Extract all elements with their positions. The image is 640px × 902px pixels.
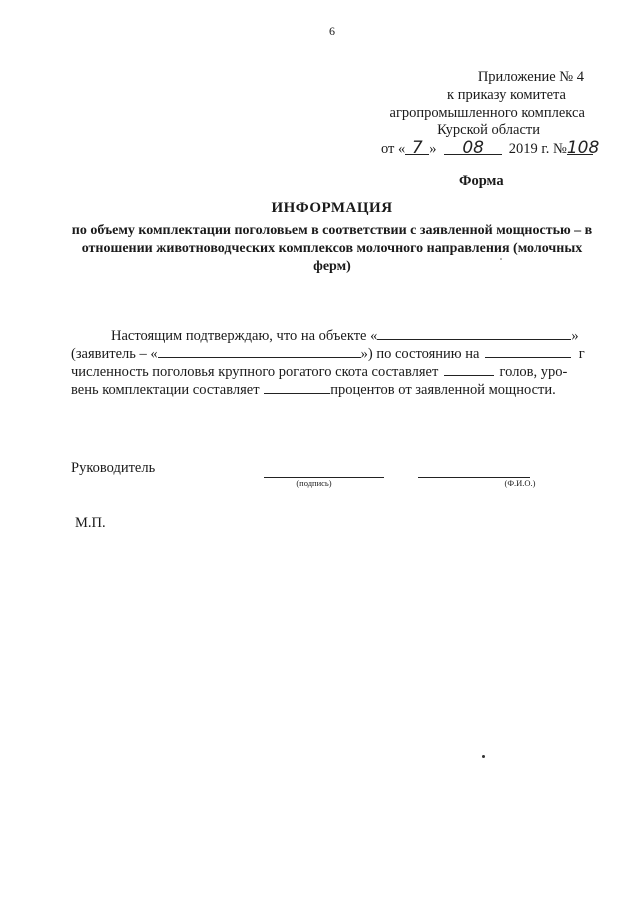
signature-label: Руководитель	[71, 460, 156, 476]
month-handwritten: 08	[462, 138, 484, 158]
body-line-2-end: г	[578, 346, 585, 362]
date-mid: »	[429, 141, 437, 157]
scan-speck	[500, 258, 502, 260]
body-line-3-end: голов, уро-	[499, 364, 568, 380]
document-title: ИНФОРМАЦИЯ	[271, 200, 393, 216]
state-date-blank[interactable]	[485, 343, 571, 358]
body-line-1	[71, 325, 601, 345]
form-label: Форма	[459, 173, 504, 189]
stamp-label: М.П.	[75, 515, 106, 531]
year-text: 2019 г. №	[508, 141, 567, 157]
order-date-line	[381, 138, 600, 158]
number-handwritten: 108	[566, 138, 600, 158]
scan-speck	[482, 755, 485, 758]
body-line-4-end: процентов от заявленной мощности.	[330, 382, 556, 398]
body-line-4-start: вень комплектации составляет	[71, 382, 260, 398]
body-line-1-start: Настоящим подтверждаю, что на объекте «	[111, 328, 378, 344]
percent-blank[interactable]	[264, 379, 330, 394]
appendix-line-4: Курской области	[437, 122, 540, 138]
day-field	[405, 138, 429, 158]
month-field	[444, 138, 502, 158]
body-line-4	[71, 379, 601, 399]
body-line-2	[71, 343, 601, 363]
document-subtitle: по объему комплектации поголовьем в соответствии с заявленной мощностью – в отношении животноводческих комплексов молочного направления (молочных ферм)	[71, 223, 593, 274]
appendix-line-2: к приказу комитета	[447, 87, 566, 103]
full-name-caption: (Ф.И.О.)	[504, 478, 536, 488]
number-field	[566, 138, 600, 158]
appendix-line-3: агропромышленного комплекса	[389, 105, 585, 121]
signature-caption: (подпись)	[296, 478, 332, 488]
date-prefix: от «	[381, 141, 406, 157]
day-handwritten: 7	[411, 138, 423, 158]
head-count-blank[interactable]	[444, 361, 494, 376]
appendix-line-1: Приложение № 4	[477, 69, 584, 85]
body-line-3-start: численность поголовья крупного рогатого скота составляет	[71, 364, 439, 380]
body-line-2-mid: ») по состоянию на	[360, 346, 480, 362]
body-line-3	[71, 361, 601, 381]
object-blank[interactable]	[377, 325, 571, 340]
page-number: 6	[329, 24, 335, 38]
applicant-blank[interactable]	[158, 343, 361, 358]
body-line-1-end: »	[571, 328, 579, 344]
body-line-2-start: (заявитель – «	[71, 346, 158, 362]
